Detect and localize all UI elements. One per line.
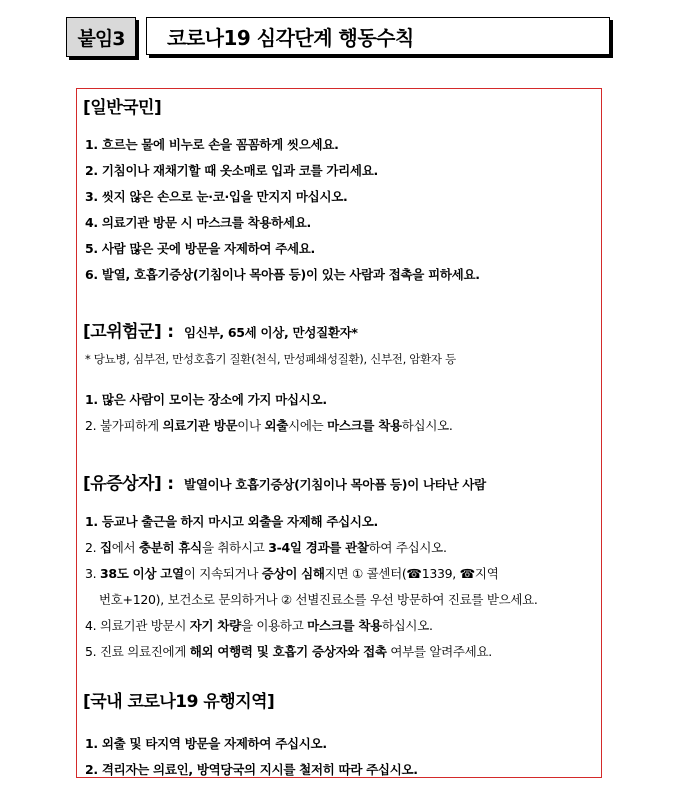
section-symptomatic-header xyxy=(83,469,486,494)
list-item: 2. 불가피하게 의료기관 방문이나 외출시에는 마스크를 착용하십시오. xyxy=(85,418,453,433)
section-high-risk-desc: 임신부, 65세 이상, 만성질환자* xyxy=(184,325,358,340)
high-risk-footnote: * 당뇨병, 심부전, 만성호흡기 질환(천식, 만성폐쇄성질환), 신부전, 암환자 등 xyxy=(85,352,456,366)
list-item: 1. 등교나 출근을 하지 마시고 외출을 자제해 주십시오. xyxy=(85,514,378,529)
list-item: 3. 씻지 않은 손으로 눈·코·입을 만지지 마십시오. xyxy=(85,189,348,204)
list-item: 1. 흐르는 물에 비누로 손을 꼼꼼하게 씻으세요. xyxy=(85,137,339,152)
header xyxy=(66,17,610,57)
list-item: 1. 외출 및 타지역 방문을 자제하여 주십시오. xyxy=(85,736,327,751)
list-item-continuation: 번호+120), 보건소로 문의하거나 ② 선별진료소를 우선 방문하여 진료를 받으세요. xyxy=(99,592,538,607)
section-general-title: [일반국민] xyxy=(83,98,162,118)
list-item: 3. 38도 이상 고열이 지속되거나 증상이 심해지면 ① 콜센터(☎1339, ☎지역 xyxy=(85,566,499,581)
section-symptomatic-desc: 발열이나 호흡기증상(기침이나 목아픔 등)이 나타난 사람 xyxy=(184,477,486,492)
section-high-risk-header xyxy=(83,317,358,342)
content-frame xyxy=(76,88,602,778)
list-item: 1. 많은 사람이 모이는 장소에 가지 마십시오. xyxy=(85,392,327,407)
symptomatic-list xyxy=(85,509,597,665)
section-high-risk-title: [고위험군] xyxy=(83,322,162,342)
attachment-tag: 붙임3 xyxy=(66,17,136,57)
section-epidemic-title: [국내 코로나19 유행지역] xyxy=(83,692,275,712)
list-item: 4. 의료기관 방문시 자기 차량을 이용하고 마스크를 착용하십시오. xyxy=(85,618,433,633)
epidemic-list xyxy=(85,731,597,778)
section-colon: : xyxy=(167,474,175,494)
section-symptomatic-title: [유증상자] xyxy=(83,474,162,494)
list-item: 6. 발열, 호흡기증상(기침이나 목아픔 등)이 있는 사람과 접촉을 피하세요. xyxy=(85,267,480,282)
section-general-header xyxy=(83,93,161,118)
high-risk-list xyxy=(85,387,597,439)
section-epidemic-header xyxy=(83,687,274,712)
list-item: 2. 격리자는 의료인, 방역당국의 지시를 철저히 따라 주십시오. xyxy=(85,762,418,777)
list-item: 2. 기침이나 재채기할 때 옷소매로 입과 코를 가리세요. xyxy=(85,163,378,178)
section-colon: : xyxy=(167,322,175,342)
list-item: 5. 진료 의료진에게 해외 여행력 및 호흡기 증상자와 접촉 여부를 알려주세요. xyxy=(85,644,492,659)
list-item: 2. 집에서 충분히 휴식을 취하시고 3-4일 경과를 관찰하여 주십시오. xyxy=(85,540,447,555)
general-list xyxy=(85,132,597,288)
list-item: 4. 의료기관 방문 시 마스크를 착용하세요. xyxy=(85,215,311,230)
page-title: 코로나19 심각단계 행동수칙 xyxy=(146,17,610,55)
list-item: 5. 사람 많은 곳에 방문을 자제하여 주세요. xyxy=(85,241,316,256)
